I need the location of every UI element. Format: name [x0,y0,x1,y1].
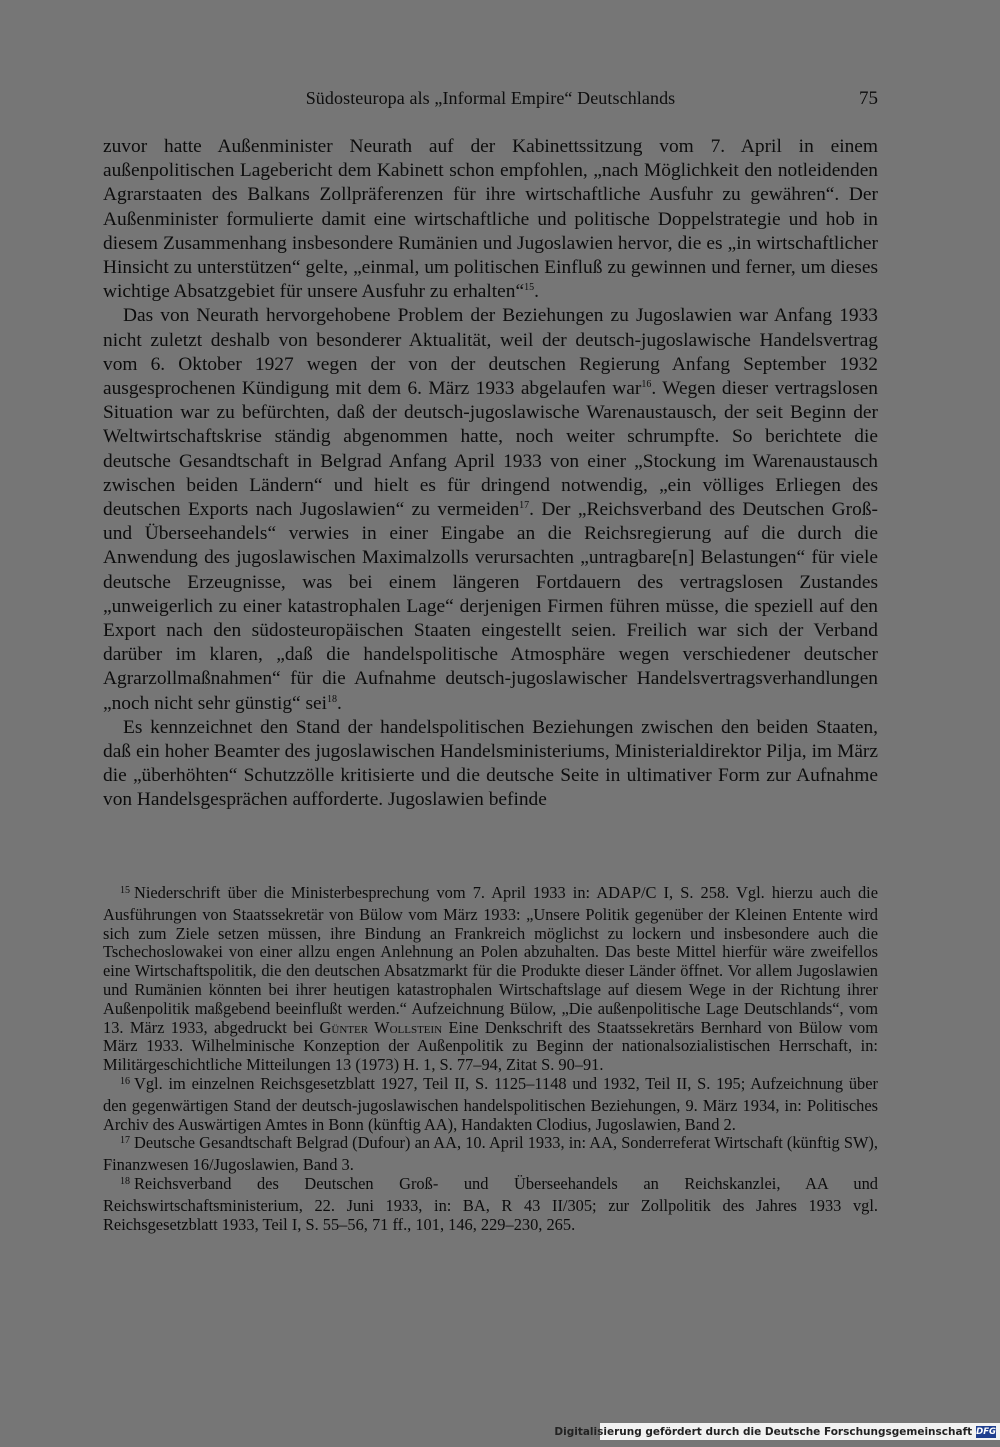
text-run: . [337,692,342,714]
text-run: . Wegen dieser vertragslosen Situation war zu befürchten, daß der deutsch-jugoslawische Warenaustausch, der seit Beginn der Weltwirtschaftskrise ständig abgenommen hatte, noch weiter schrumpfte. So berichtete die deutsche Gesandtschaft in Belgrad Anfang April 1933 von einer „Stockung im Warenaustausch zwischen beiden Ländern“ und hielt es für dringend notwendig, „ein völliges Erliegen des deutschen Exports nach Jugoslawien“ zu vermeiden [103,378,878,521]
footnote-number: 16 [120,1075,130,1087]
page-number: 75 [859,88,878,109]
footnote-ref: 18 [327,693,338,705]
text-run: Es kennzeichnet den Stand der handelspolitischen Beziehungen zwischen den beiden Staaten, daß ein hoher Beamter des jugoslawischen Handelsministeriums, Ministerialdirektor Pilja, im März die „überhöhten“ Schutzzölle kritisierte und die deutsche Seite in ultimativer Form zur Aufnahme von Handelsgesprächen aufforderte. Jugoslawien befinde [103,716,878,811]
running-head [103,88,878,114]
paragraph [103,135,878,304]
footnote-16 [103,1075,878,1134]
funding-bar [554,1423,1000,1440]
footnote-17 [103,1134,878,1175]
funding-credit: Digitalisierung gefördert durch die Deutsche Forschungsgemeinschaft [554,1425,973,1438]
footnote-number: 17 [120,1135,130,1147]
footnote-number: 18 [120,1175,130,1187]
text-run: . Der „Reichsverband des Deutschen Groß- und Überseehandels“ verwies in einer Eingabe an die Reichsregierung auf die durch die Anwendung des jugoslawischen Maximalzolls verursachten „untragbare[n] Belastungen“ für viele deutsche Erzeugnisse, was bei einem längeren Fortdauern des vertragslosen Zustandes „unweigerlich zu einer katastrophalen Lage“ derjenigen Firmen führen müsse, die speziell auf den Export nach den südosteuropäischen Staaten eingestellt seien. Freilich war sich der Verband darüber im klaren, „daß die handelspolitische Atmosphäre wegen verschiedener deutscher Agrarzollmaßnahmen“ für die Aufnahme deutsch-jugoslawischer Handelsvertragsverhandlungen „noch nicht sehr günstig“ sei [103,499,878,714]
dfg-logo-icon: DFG [976,1426,996,1437]
footnote-text: Deutsche Gesandtschaft Belgrad (Dufour) an AA, 10. April 1933, in: AA, Sonderreferat Wirtschaft (künftig SW), Finanzwesen 16/Jugoslawien, Band 3. [103,1133,878,1175]
footnote-15 [103,884,878,1075]
footnote-text: Vgl. im einzelnen Reichsgesetzblatt 1927, Teil II, S. 1125–1148 und 1932, Teil II, S. 195; Aufzeichnung über den gegenwärtigen Stand der deutsch-jugoslawischen handelspolitischen Beziehungen, 9. März 1934, in: Politisches Archiv des Auswärtigen Amtes in Bonn (künftig AA), Handakten Clodius, Jugoslawien, Band 2. [103,1073,878,1134]
footnote-ref: 16 [641,379,652,391]
footnote-text: Niederschrift über die Ministerbesprechung vom 7. April 1933 in: ADAP/C I, S. 258. Vgl. hierzu auch die Ausführungen von Staatssekretär von Bülow vom März 1933: „Unsere Politik gegenüber der Kleinen Entente wird sich zum Ziele setzen müssen, ihre Bindung an Frankreich möglichst zu lockern und insbesondere auch die Tschechoslowakei von einer allzu engen Anlehnung an Polen abzuhalten. Das beste Mittel hierfür wäre zweifellos eine Wirtschaftspolitik, die den deutschen Absatzmarkt für die Produkte dieser Länder öffnet. Vor allem Jugoslawien und Rumänien könnten bei ihrer heutigen katastrophalen Wirtschaftslage auf diesem Wege in der Richtung ihrer Außenpolitik maßgebend beeinflußt werden.“ Aufzeichnung Bülow, „Die außenpolitische Lage Deutschlands“, vom 13. März 1933, abgedruckt bei [103,883,878,1037]
footnotes [103,884,878,1234]
paragraph [103,304,878,715]
footnote-18 [103,1175,878,1234]
author-name: Günter Wollstein [319,1017,443,1037]
footnote-ref: 15 [524,282,535,294]
running-title: Südosteuropa als „Informal Empire“ Deutschlands [305,88,676,108]
text-run: zuvor hatte Außenminister Neurath auf der Kabinettssitzung vom 7. April in einem außenpolitischen Lagebericht dem Kabinett schon empfohlen, „nach Möglichkeit den notleidenden Agrarstaaten des Balkans Zollpräferenzen für ihre wirtschaftliche Ausfuhr zu gewähren“. Der Außenminister formulierte damit eine wirtschaftliche und politische Doppelstrategie und hob in diesem Zusammenhang insbesondere Rumänien und Jugoslawien hervor, die es „in wirtschaftlicher Hinsicht zu unterstützen“ gelte, „einmal, um politischen Einfluß zu gewinnen und ferner, um dieses wichtige Absatzgebiet für unsere Ausfuhr zu erhalten“ [103,136,878,303]
body-text [103,135,878,813]
footnote-number: 15 [120,885,130,896]
footnote-ref: 17 [519,500,530,512]
footnote-text: Reichsverband des Deutschen Groß- und Überseehandels an Reichskanzlei, AA und Reichswirtschaftsministerium, 22. Juni 1933, in: BA, R 43 II/305; zur Zollpolitik des Jahres 1933 vgl. Reichsgesetzblatt 1933, Teil I, S. 55–56, 71 ff., 101, 146, 229–230, 265. [103,1173,878,1234]
text-run: Das von Neurath hervorgehobene Problem der Beziehungen zu Jugoslawien war Anfang 1933 nicht zuletzt deshalb von besonderer Aktualität, weil der deutsch-jugoslawische Handelsvertrag vom 6. Oktober 1927 wegen der von der deutschen Regierung Anfang September 1932 ausgesprochenen Kündigung mit dem 6. März 1933 abgelaufen war [103,305,878,400]
text-run: . [534,281,539,303]
paragraph [103,716,878,813]
footnote-text: Eine Denkschrift des Staatssekretärs Bernhard von Bülow vom März 1933. Wilhelminische Konzeption der Außenpolitik zu Beginn der nationalsozialistischen Herrschaft, in: Militärgeschichtliche Mitteilungen 13 (1973) H. 1, S. 77–94, Zitat S. 90–91. [103,1017,878,1075]
